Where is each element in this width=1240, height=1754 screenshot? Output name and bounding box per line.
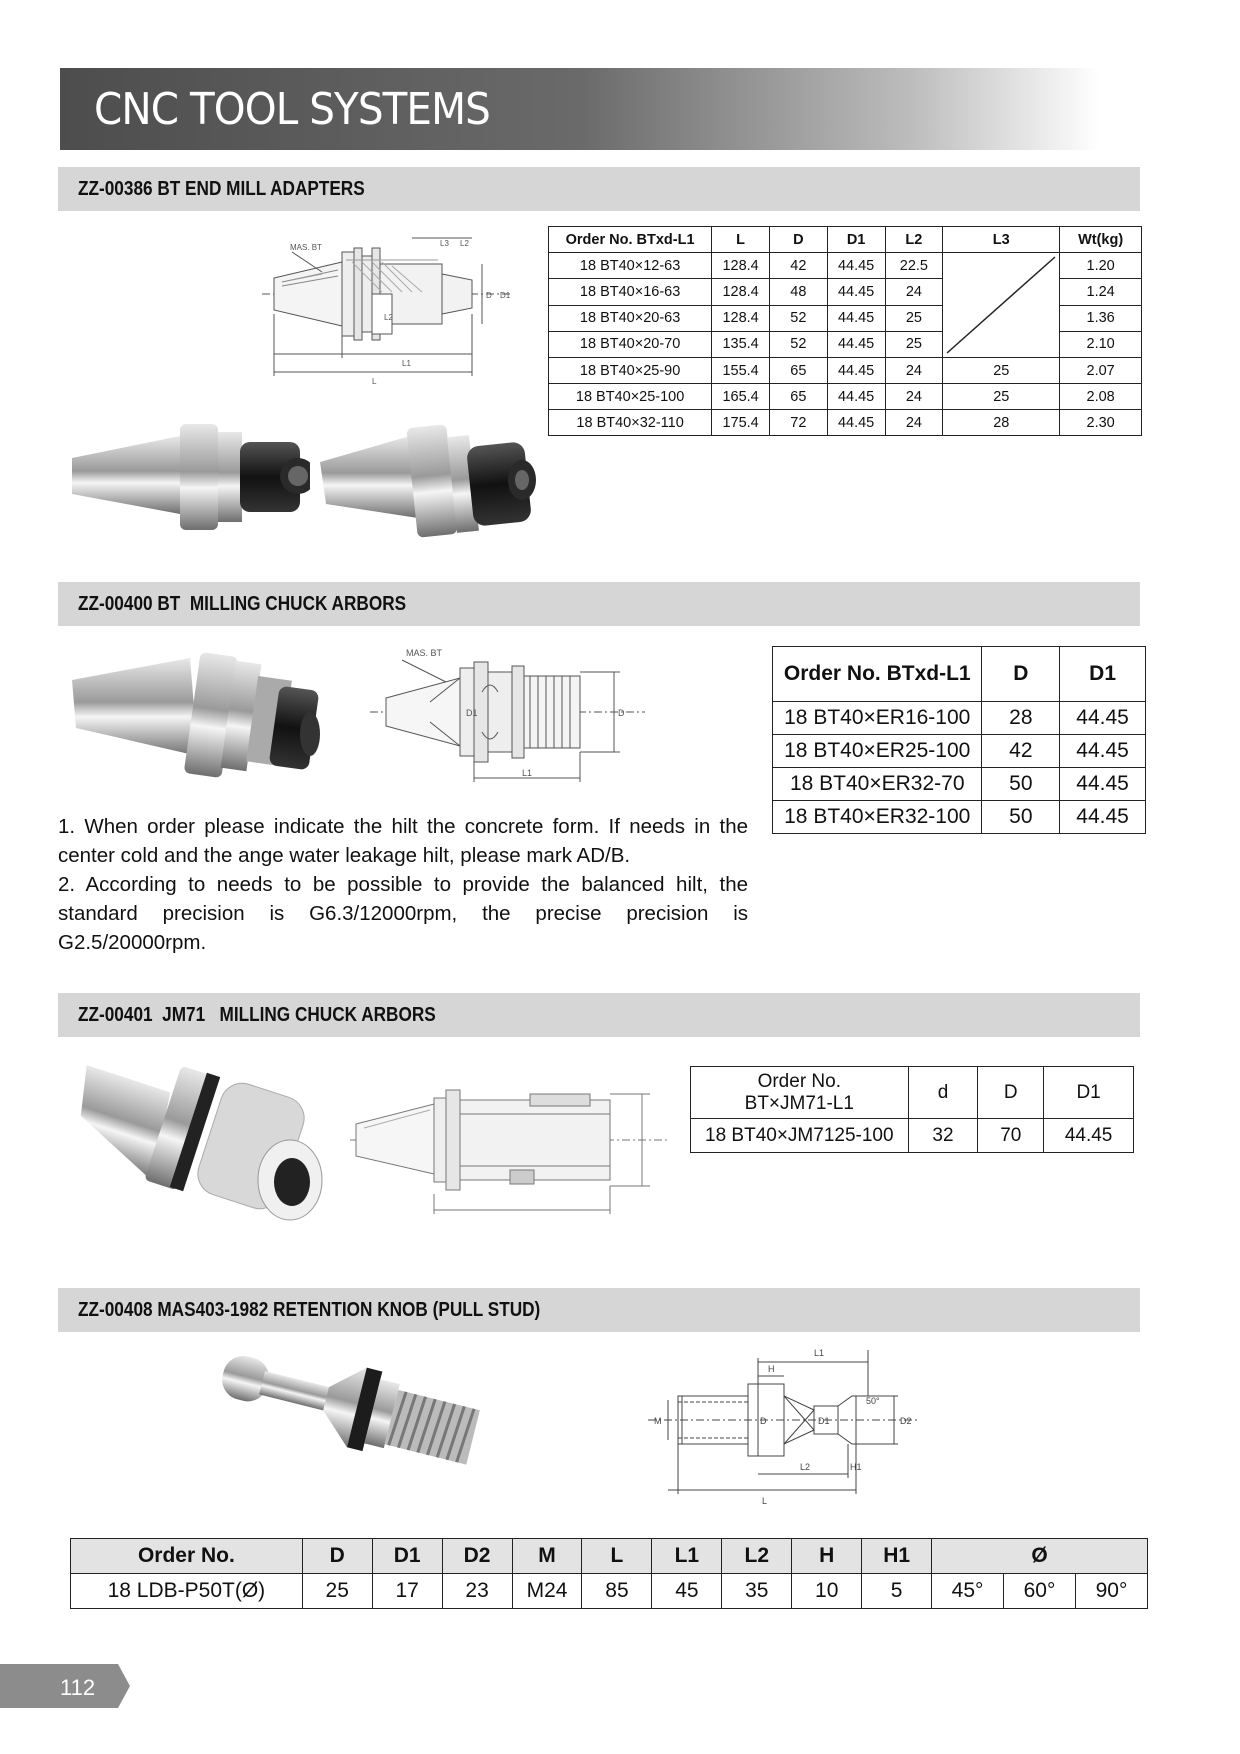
section-title: ZZ-00408 MAS403-1982 RETENTION KNOB (PULL STUD) xyxy=(78,1299,541,1321)
label-mas-bt: MAS. BT xyxy=(290,243,323,252)
bt-milling-chuck-drawing xyxy=(370,642,650,802)
l3-not-applicable-cell xyxy=(943,253,1060,358)
bt-milling-chuck-photo xyxy=(70,644,320,794)
bt-milling-chuck-table xyxy=(772,646,1146,834)
svg-text:L: L xyxy=(762,1496,768,1506)
section-bar-retention-knob xyxy=(58,1288,1140,1332)
page-title: CNC TOOL SYSTEMS xyxy=(94,84,490,135)
svg-text:D: D xyxy=(760,1416,767,1426)
end-mill-adapter-photo-1 xyxy=(70,418,310,538)
end-mill-adapters-table xyxy=(548,226,1142,436)
svg-text:D1: D1 xyxy=(500,291,511,300)
table-row: 18 BT40×32-110 175.4 72 44.45 24 28 2.30 xyxy=(549,410,1142,436)
retention-knob-photo xyxy=(205,1352,485,1492)
table-row: 18 BT40×ER32-100 50 44.45 xyxy=(773,801,1146,834)
table-row: 18 BT40×20-63 128.4 52 44.45 25 1.36 xyxy=(549,305,1142,331)
table-row: 18 BT40×25-90 155.4 65 44.45 24 25 2.07 xyxy=(549,358,1142,384)
table-row: 18 BT40×20-70 135.4 52 44.45 25 2.10 xyxy=(549,331,1142,357)
jm71-milling-chuck-photo xyxy=(70,1058,330,1238)
table-header-row: Order No. BTxd-L1 D D1 xyxy=(773,647,1146,702)
end-mill-adapter-photo-2 xyxy=(318,418,538,548)
svg-text:L1: L1 xyxy=(522,768,533,778)
table-header-row: Order No. BTxd-L1 L D D1 L2 L3 Wt(kg) xyxy=(549,227,1142,253)
table-row: 18 BT40×ER25-100 42 44.45 xyxy=(773,735,1146,768)
table-row: 18 BT40×25-100 165.4 65 44.45 24 25 2.08 xyxy=(549,384,1142,410)
svg-text:D: D xyxy=(486,291,492,300)
section-bar-jm71-milling-chuck xyxy=(58,993,1140,1037)
svg-text:L2: L2 xyxy=(460,239,469,248)
jm71-milling-chuck-table xyxy=(690,1066,1134,1153)
section-title: ZZ-00400 BT MILLING CHUCK ARBORS xyxy=(78,593,407,615)
diagonal-slash xyxy=(943,253,1059,357)
note-2: 2. According to needs to be possible to provide the balanced hilt, the standard precision is G6.3/12000rpm, the precise precision is G2.5/20000rpm. xyxy=(58,873,748,954)
svg-text:H1: H1 xyxy=(850,1462,862,1472)
svg-text:L: L xyxy=(372,377,377,386)
table-row: 18 BT40×16-63 128.4 48 44.45 24 1.24 xyxy=(549,279,1142,305)
svg-text:L3: L3 xyxy=(440,239,449,248)
jm71-milling-chuck-drawing xyxy=(350,1074,680,1234)
section-bar-bt-milling-chuck xyxy=(58,582,1140,626)
table-row: 18 BT40×JM7125-100 32 70 44.45 xyxy=(691,1119,1134,1153)
retention-knob-table xyxy=(70,1538,1148,1609)
svg-text:D2: D2 xyxy=(900,1416,912,1426)
table-row: 18 BT40×12-63 128.4 42 44.45 22.5 1.20 xyxy=(549,253,1142,279)
svg-text:50°: 50° xyxy=(866,1396,880,1406)
section-bar-end-mill-adapters xyxy=(58,167,1140,211)
svg-text:L1: L1 xyxy=(402,359,411,368)
table-header-row: Order No. BT×JM71-L1 d D D1 xyxy=(691,1067,1134,1119)
table-row: 18 BT40×ER32-70 50 44.45 xyxy=(773,768,1146,801)
label-mas-bt: MAS. BT xyxy=(406,648,443,658)
svg-text:D: D xyxy=(618,708,625,718)
section-title: ZZ-00386 BT END MILL ADAPTERS xyxy=(78,178,365,200)
retention-knob-drawing xyxy=(638,1340,928,1520)
svg-text:D1: D1 xyxy=(818,1416,830,1426)
page-number-tab xyxy=(0,1664,130,1708)
table-row: 18 LDB-P50T(Ø) 25 17 23 M24 85 45 35 10 5 45° 60° 90° xyxy=(71,1574,1148,1609)
svg-text:L2: L2 xyxy=(384,313,393,322)
header-banner xyxy=(60,68,1100,150)
end-mill-adapter-drawing xyxy=(262,234,522,394)
note-1: 1. When order please indicate the hilt the concrete form. If needs in the center cold and the ange water leakage hilt, please mark AD/B. xyxy=(58,815,748,867)
table-row: 18 BT40×ER16-100 28 44.45 xyxy=(773,702,1146,735)
svg-text:L1: L1 xyxy=(814,1348,825,1358)
svg-text:D1: D1 xyxy=(466,708,478,718)
svg-text:L2: L2 xyxy=(800,1462,811,1472)
svg-text:H: H xyxy=(768,1364,775,1374)
section-title: ZZ-00401 JM71 MILLING CHUCK ARBORS xyxy=(78,1004,436,1026)
svg-text:M: M xyxy=(654,1416,662,1426)
table-header-row: Order No. D D1 D2 M L L1 L2 H H1 Ø xyxy=(71,1539,1148,1574)
page-number: 112 xyxy=(60,1675,96,1700)
ordering-notes xyxy=(58,812,748,957)
